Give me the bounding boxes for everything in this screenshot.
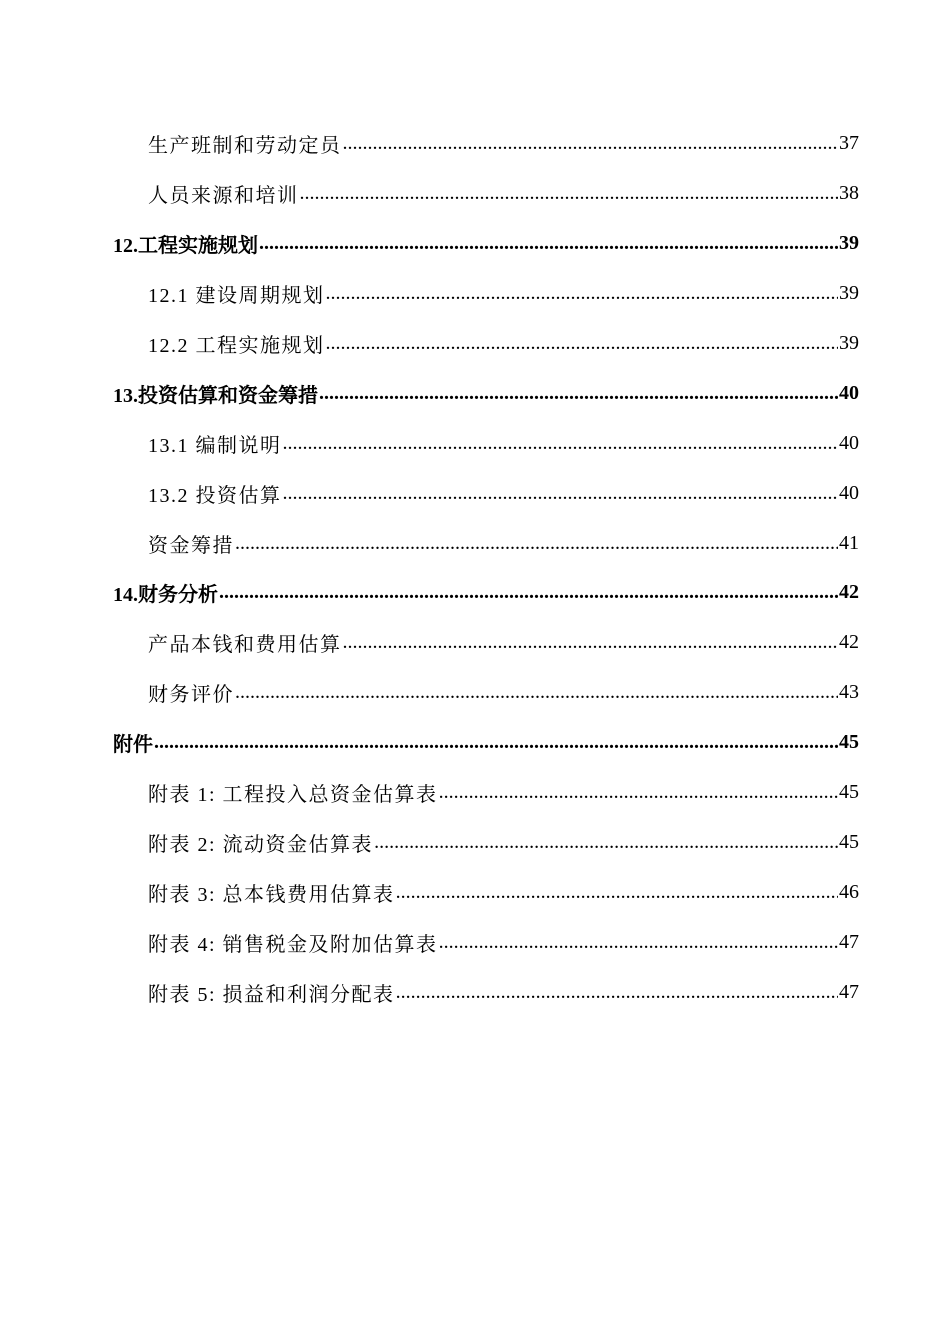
toc-entry-personnel-training[interactable] <box>0 169 950 219</box>
toc-dot-leader <box>326 332 839 355</box>
toc-dot-leader <box>259 232 838 255</box>
toc-dot-leader <box>300 182 839 205</box>
toc-page-number: 47 <box>839 930 859 953</box>
toc-entry-title: 附表 5: 损益和利润分配表 <box>148 983 395 1006</box>
toc-dot-leader <box>235 532 838 555</box>
toc-entry-appendix-table-5[interactable] <box>0 967 950 1017</box>
toc-page-number: 47 <box>839 980 859 1003</box>
toc-dot-leader <box>235 681 838 704</box>
toc-section-title: 附件 <box>113 734 153 757</box>
toc-dot-leader <box>396 881 838 904</box>
toc-page-number: 39 <box>839 232 859 255</box>
toc-page-number: 42 <box>839 631 859 654</box>
toc-entry-title: 资金筹措 <box>148 534 234 557</box>
toc-dot-leader <box>374 831 838 854</box>
toc-dot-leader <box>283 482 839 505</box>
toc-page-number: 40 <box>839 381 859 404</box>
toc-section-13[interactable] <box>0 368 950 418</box>
toc-entry-title: 人员来源和培训 <box>148 185 299 208</box>
toc-page-number: 40 <box>839 481 859 504</box>
toc-section-12[interactable] <box>0 219 950 269</box>
toc-entry-title: 附表 2: 流动资金估算表 <box>148 833 374 856</box>
toc-dot-leader <box>439 931 838 954</box>
toc-page-number: 40 <box>839 431 859 454</box>
toc-entry-13-2[interactable] <box>0 468 950 518</box>
toc-entry-title: 12.2 工程实施规划 <box>148 335 325 357</box>
toc-entry-title: 附表 1: 工程投入总资金估算表 <box>148 784 438 807</box>
toc-entry-financial-evaluation[interactable] <box>0 668 950 718</box>
toc-section-title: 14.财务分析 <box>113 584 218 607</box>
toc-page-number: 46 <box>839 880 859 903</box>
toc-dot-leader <box>343 132 839 155</box>
toc-page-number: 39 <box>839 332 859 354</box>
toc-dot-leader <box>283 432 839 455</box>
toc-entry-title: 附表 4: 销售税金及附加估算表 <box>148 933 438 956</box>
toc-entry-13-1[interactable] <box>0 418 950 468</box>
toc-entry-appendix-table-2[interactable] <box>0 817 950 867</box>
toc-dot-leader <box>396 981 838 1004</box>
toc-entry-12-2[interactable] <box>0 319 950 369</box>
toc-entry-title: 产品本钱和费用估算 <box>148 634 342 657</box>
toc-page-number: 43 <box>839 681 859 704</box>
toc-section-appendix[interactable] <box>0 718 950 768</box>
toc-entry-staffing[interactable] <box>0 119 950 169</box>
toc-dot-leader <box>319 382 838 405</box>
toc-dot-leader <box>219 581 838 604</box>
toc-page-number: 41 <box>839 531 859 554</box>
toc-section-title: 13.投资估算和资金筹措 <box>113 384 318 407</box>
toc-entry-title: 附表 3: 总本钱费用估算表 <box>148 883 395 906</box>
toc-dot-leader <box>326 282 839 305</box>
toc-entry-title: 13.2 投资估算 <box>148 484 282 507</box>
toc-entry-appendix-table-4[interactable] <box>0 917 950 967</box>
toc-page-number: 45 <box>839 830 859 853</box>
toc-page-number: 45 <box>839 781 859 804</box>
toc-dot-leader <box>439 781 838 804</box>
toc-entry-title: 13.1 编制说明 <box>148 434 282 457</box>
toc-entry-funding[interactable] <box>0 518 950 568</box>
toc-entry-title: 12.1 建设周期规划 <box>148 285 325 308</box>
toc-dot-leader <box>154 731 838 754</box>
toc-entry-appendix-table-1[interactable] <box>0 768 950 818</box>
toc-entry-12-1[interactable] <box>0 269 950 319</box>
toc-page-number: 38 <box>839 182 859 205</box>
toc-section-title: 12.工程实施规划 <box>113 235 258 258</box>
toc-entry-product-cost[interactable] <box>0 618 950 668</box>
toc-section-14[interactable] <box>0 568 950 618</box>
toc-dot-leader <box>343 631 839 654</box>
toc-page-number: 39 <box>839 282 859 305</box>
toc-page-number: 42 <box>839 581 859 604</box>
toc-entry-title: 财务评价 <box>148 684 234 707</box>
toc-entry-appendix-table-3[interactable] <box>0 867 950 917</box>
toc-page-number: 45 <box>839 731 859 754</box>
table-of-contents <box>0 119 950 1017</box>
toc-page-number: 37 <box>839 132 859 155</box>
toc-entry-title: 生产班制和劳动定员 <box>148 135 342 158</box>
